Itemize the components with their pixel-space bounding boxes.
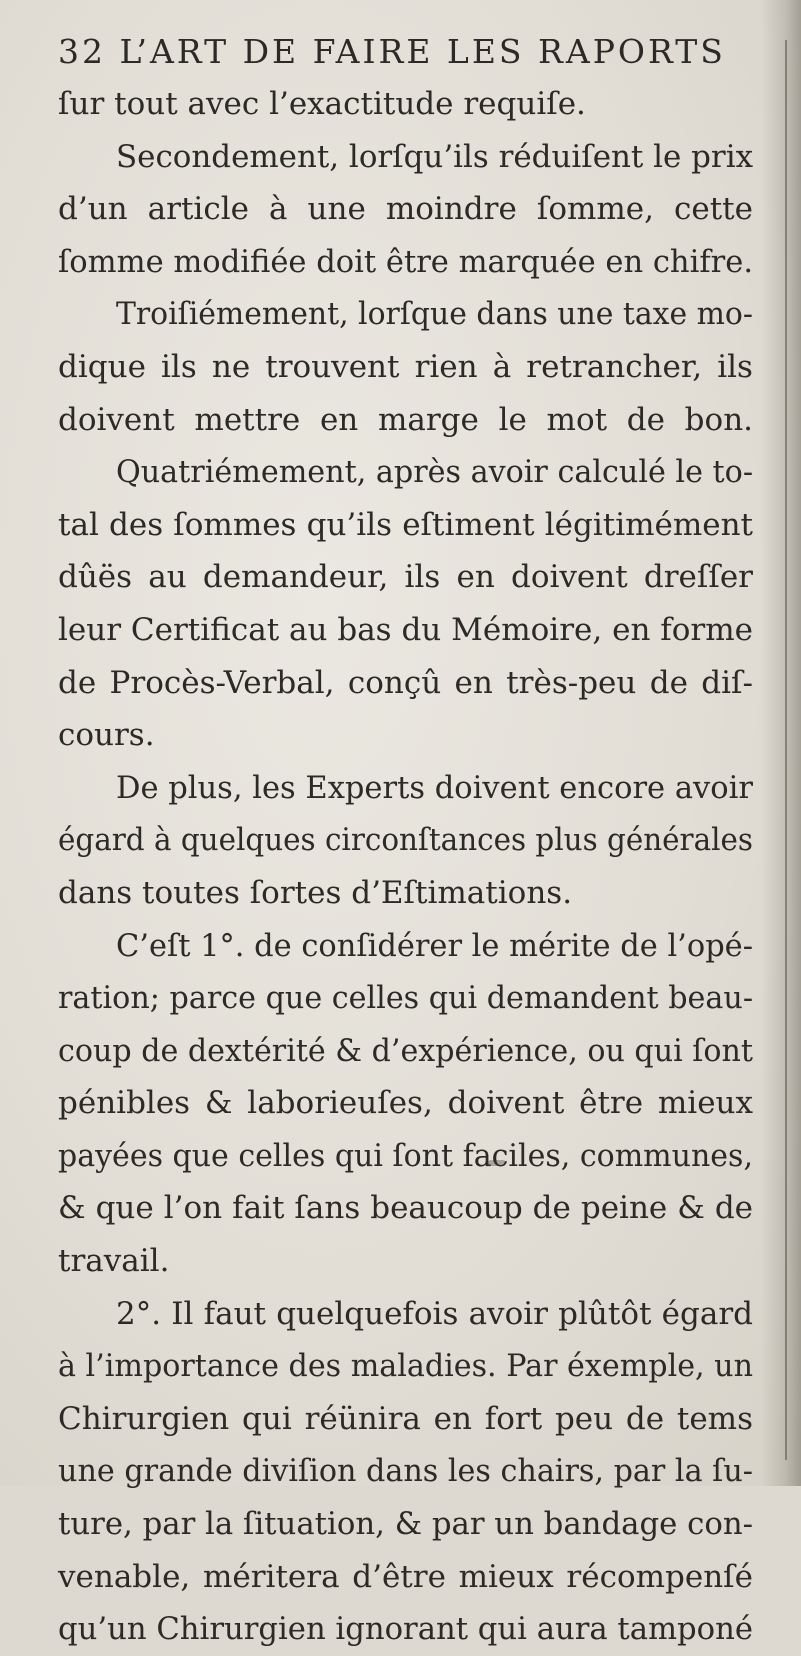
text-line: 2°. Il faut quelquefois avoir plûtôt égard <box>116 1295 753 1332</box>
text-line: leur Certificat au bas du Mémoire, en forme <box>58 611 753 648</box>
text-line: Chirurgien qui réünira en fort peu de tems <box>58 1400 753 1437</box>
text-line: dans toutes ſortes d’Eſtimations. <box>58 874 573 911</box>
text-line: venable, méritera d’être mieux récompenſé <box>58 1558 753 1595</box>
text-line: ſur tout avec l’exactitude requiſe. <box>58 86 586 122</box>
text-line: pénibles & laborieuſes, doivent être mieux <box>58 1085 754 1122</box>
text-line: & que l’on fait ſans beaucoup de peine & de <box>58 1190 754 1227</box>
text-line: Troiſiémement, lorſque dans une taxe mo- <box>116 296 753 333</box>
text-line: d’un article à une moindre ſomme, cette <box>58 191 753 228</box>
page-edge-shadow <box>761 0 801 1486</box>
text-line: ture, par la ſituation, & par un bandage con- <box>58 1506 754 1543</box>
text-line: ration; parce que celles qui demandent beau- <box>58 980 754 1017</box>
text-line: dique ils ne trouvent rien à retrancher, ils <box>58 348 753 385</box>
text-line: C’eſt 1°. de conſidérer le mérite de l’opé- <box>116 927 754 964</box>
text-line: ſomme modifiée doit être marquée en chifre. <box>58 243 754 280</box>
text-line: coup de dextérité & d’expérience, ou qui ſont <box>58 1032 754 1069</box>
text-line: dûës au demandeur, ils en doivent dreſſer <box>58 559 754 596</box>
running-head: 32 L’ART DE FAIRE LES RAPORTS <box>58 32 726 71</box>
page-edge-line <box>785 40 787 1460</box>
text-line: Quatriémement, après avoir calculé le to- <box>116 454 754 491</box>
text-line: égard à quelques circonſtances plus générales <box>58 822 754 859</box>
text-line: doivent mettre en marge le mot de bon. <box>58 401 754 438</box>
printer-mark <box>488 1160 506 1166</box>
text-line: tal des ſommes qu’ils eſtiment légitimément <box>58 506 754 543</box>
text-line: à l’importance des maladies. Par éxemple, un <box>58 1348 753 1385</box>
text-line: De plus, les Experts doivent encore avoir <box>116 769 753 806</box>
text-line: payées que celles qui ſont faciles, communes, <box>58 1137 754 1174</box>
text-line: cours. <box>58 717 155 754</box>
text-line: qu’un Chirurgien ignorant qui aura tamponé <box>58 1611 754 1648</box>
text-line: une grande diviſion dans les chairs, par la ſu- <box>58 1453 753 1490</box>
text-line: travail. <box>58 1243 170 1280</box>
text-line: de Procès-Verbal, conçû en très-peu de diſ- <box>58 664 753 701</box>
text-line: Secondement, lorſqu’ils réduiſent le prix <box>116 138 754 175</box>
body-text <box>58 78 758 1656</box>
